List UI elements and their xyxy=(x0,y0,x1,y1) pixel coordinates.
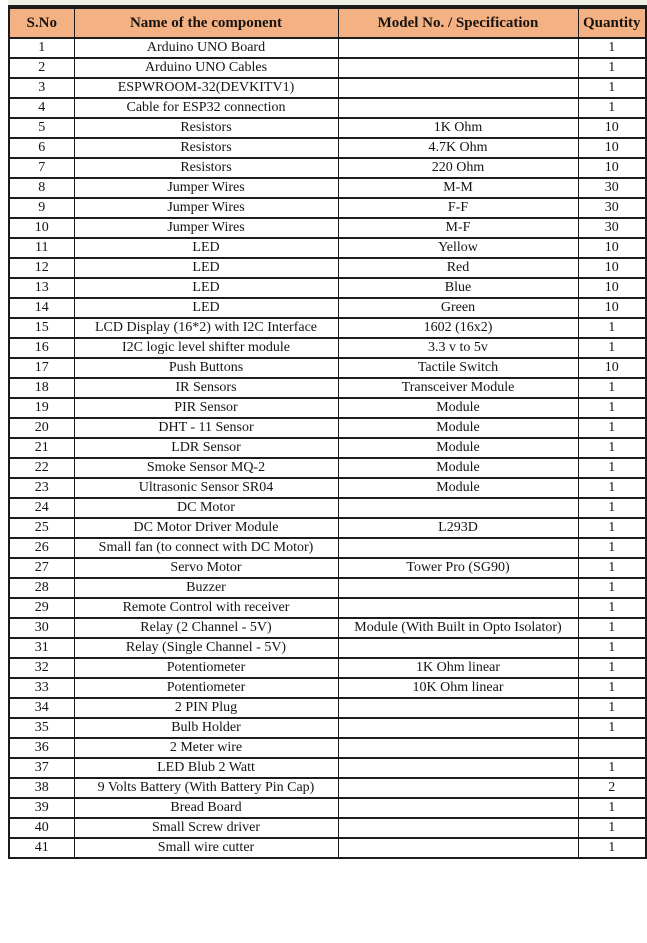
header-row xyxy=(9,8,646,38)
cell-sno: 10 xyxy=(9,218,74,238)
cell-qty: 1 xyxy=(578,758,646,778)
cell-name: Jumper Wires xyxy=(74,218,338,238)
cell-name: Arduino UNO Board xyxy=(74,38,338,58)
cell-spec: Transceiver Module xyxy=(338,378,578,398)
cell-sno: 39 xyxy=(9,798,74,818)
cell-spec xyxy=(338,738,578,758)
cell-sno: 12 xyxy=(9,258,74,278)
cell-qty: 1 xyxy=(578,398,646,418)
table-row xyxy=(9,618,646,638)
cell-name: Buzzer xyxy=(74,578,338,598)
cell-qty: 10 xyxy=(578,298,646,318)
cell-name: Small Screw driver xyxy=(74,818,338,838)
top-strip xyxy=(8,0,647,7)
cell-sno: 32 xyxy=(9,658,74,678)
cell-name: PIR Sensor xyxy=(74,398,338,418)
cell-qty xyxy=(578,738,646,758)
cell-sno: 5 xyxy=(9,118,74,138)
cell-spec: 10K Ohm linear xyxy=(338,678,578,698)
table-row xyxy=(9,178,646,198)
table-row xyxy=(9,598,646,618)
table-row xyxy=(9,78,646,98)
cell-name: Jumper Wires xyxy=(74,178,338,198)
cell-spec xyxy=(338,598,578,618)
cell-spec xyxy=(338,578,578,598)
cell-qty: 10 xyxy=(578,278,646,298)
cell-name: Relay (2 Channel - 5V) xyxy=(74,618,338,638)
cell-spec xyxy=(338,98,578,118)
table-row xyxy=(9,518,646,538)
cell-spec: Module xyxy=(338,438,578,458)
cell-qty: 1 xyxy=(578,798,646,818)
cell-spec: Yellow xyxy=(338,238,578,258)
cell-spec xyxy=(338,838,578,858)
cell-spec xyxy=(338,638,578,658)
cell-sno: 28 xyxy=(9,578,74,598)
cell-sno: 2 xyxy=(9,58,74,78)
cell-spec: L293D xyxy=(338,518,578,538)
header-spec: Model No. / Specification xyxy=(338,8,578,38)
table-row xyxy=(9,298,646,318)
table-row xyxy=(9,438,646,458)
table-row xyxy=(9,778,646,798)
header-qty: Quantity xyxy=(578,8,646,38)
cell-sno: 37 xyxy=(9,758,74,778)
cell-spec xyxy=(338,58,578,78)
cell-qty: 2 xyxy=(578,778,646,798)
cell-qty: 1 xyxy=(578,438,646,458)
cell-spec: Tactile Switch xyxy=(338,358,578,378)
cell-spec: 1602 (16x2) xyxy=(338,318,578,338)
cell-qty: 30 xyxy=(578,218,646,238)
table-row xyxy=(9,758,646,778)
table-row xyxy=(9,458,646,478)
cell-sno: 14 xyxy=(9,298,74,318)
table-row xyxy=(9,358,646,378)
cell-qty: 1 xyxy=(578,598,646,618)
cell-sno: 21 xyxy=(9,438,74,458)
cell-qty: 1 xyxy=(578,578,646,598)
cell-sno: 25 xyxy=(9,518,74,538)
cell-name: Smoke Sensor MQ-2 xyxy=(74,458,338,478)
cell-spec xyxy=(338,78,578,98)
cell-name: Remote Control with receiver xyxy=(74,598,338,618)
cell-sno: 29 xyxy=(9,598,74,618)
cell-qty: 1 xyxy=(578,838,646,858)
cell-sno: 3 xyxy=(9,78,74,98)
cell-sno: 41 xyxy=(9,838,74,858)
cell-sno: 17 xyxy=(9,358,74,378)
cell-name: Small fan (to connect with DC Motor) xyxy=(74,538,338,558)
cell-spec xyxy=(338,718,578,738)
cell-name: Ultrasonic Sensor SR04 xyxy=(74,478,338,498)
cell-qty: 10 xyxy=(578,238,646,258)
cell-qty: 1 xyxy=(578,558,646,578)
cell-qty: 30 xyxy=(578,178,646,198)
cell-spec: 1K Ohm linear xyxy=(338,658,578,678)
header-sno: S.No xyxy=(9,8,74,38)
cell-name: 2 PIN Plug xyxy=(74,698,338,718)
cell-sno: 22 xyxy=(9,458,74,478)
cell-spec xyxy=(338,538,578,558)
table-row xyxy=(9,318,646,338)
cell-name: Resistors xyxy=(74,118,338,138)
cell-name: DHT - 11 Sensor xyxy=(74,418,338,438)
cell-spec: Module xyxy=(338,478,578,498)
table-row xyxy=(9,398,646,418)
cell-qty: 1 xyxy=(578,658,646,678)
cell-name: LDR Sensor xyxy=(74,438,338,458)
cell-qty: 1 xyxy=(578,538,646,558)
cell-spec xyxy=(338,818,578,838)
cell-spec: Red xyxy=(338,258,578,278)
cell-spec xyxy=(338,38,578,58)
cell-name: Relay (Single Channel - 5V) xyxy=(74,638,338,658)
cell-spec xyxy=(338,798,578,818)
cell-qty: 1 xyxy=(578,818,646,838)
cell-name: Push Buttons xyxy=(74,358,338,378)
cell-name: 2 Meter wire xyxy=(74,738,338,758)
cell-sno: 35 xyxy=(9,718,74,738)
cell-spec: Tower Pro (SG90) xyxy=(338,558,578,578)
cell-sno: 4 xyxy=(9,98,74,118)
table-row xyxy=(9,718,646,738)
cell-name: Bread Board xyxy=(74,798,338,818)
cell-qty: 1 xyxy=(578,458,646,478)
cell-spec xyxy=(338,698,578,718)
cell-sno: 7 xyxy=(9,158,74,178)
cell-spec: M-M xyxy=(338,178,578,198)
cell-qty: 1 xyxy=(578,378,646,398)
cell-sno: 19 xyxy=(9,398,74,418)
cell-sno: 20 xyxy=(9,418,74,438)
cell-name: LED xyxy=(74,278,338,298)
table-row xyxy=(9,118,646,138)
cell-sno: 30 xyxy=(9,618,74,638)
table-header xyxy=(9,8,646,38)
cell-name: LED xyxy=(74,258,338,278)
cell-qty: 1 xyxy=(578,38,646,58)
cell-qty: 30 xyxy=(578,198,646,218)
cell-name: Resistors xyxy=(74,138,338,158)
cell-spec xyxy=(338,498,578,518)
cell-qty: 10 xyxy=(578,138,646,158)
cell-name: Potentiometer xyxy=(74,678,338,698)
cell-sno: 11 xyxy=(9,238,74,258)
cell-qty: 1 xyxy=(578,618,646,638)
cell-name: LED xyxy=(74,298,338,318)
cell-qty: 1 xyxy=(578,58,646,78)
table-row xyxy=(9,798,646,818)
table-row xyxy=(9,238,646,258)
cell-qty: 1 xyxy=(578,518,646,538)
cell-name: Jumper Wires xyxy=(74,198,338,218)
table-row xyxy=(9,198,646,218)
cell-name: Servo Motor xyxy=(74,558,338,578)
cell-qty: 1 xyxy=(578,718,646,738)
cell-sno: 8 xyxy=(9,178,74,198)
cell-spec: Module xyxy=(338,418,578,438)
cell-spec xyxy=(338,778,578,798)
cell-qty: 1 xyxy=(578,338,646,358)
table-row xyxy=(9,98,646,118)
cell-name: DC Motor xyxy=(74,498,338,518)
table-row xyxy=(9,278,646,298)
table-row xyxy=(9,498,646,518)
cell-spec xyxy=(338,758,578,778)
table-row xyxy=(9,138,646,158)
table-row xyxy=(9,58,646,78)
cell-name: Resistors xyxy=(74,158,338,178)
table-row xyxy=(9,638,646,658)
cell-sno: 26 xyxy=(9,538,74,558)
table-row xyxy=(9,838,646,858)
table-row xyxy=(9,158,646,178)
table-row xyxy=(9,818,646,838)
cell-spec: 220 Ohm xyxy=(338,158,578,178)
table-row xyxy=(9,338,646,358)
table-body xyxy=(9,38,646,858)
table-row xyxy=(9,678,646,698)
table-row xyxy=(9,578,646,598)
cell-spec: 1K Ohm xyxy=(338,118,578,138)
cell-qty: 1 xyxy=(578,498,646,518)
cell-qty: 1 xyxy=(578,318,646,338)
cell-spec: 4.7K Ohm xyxy=(338,138,578,158)
cell-spec: Blue xyxy=(338,278,578,298)
cell-name: Cable for ESP32 connection xyxy=(74,98,338,118)
cell-spec: Green xyxy=(338,298,578,318)
cell-spec: Module (With Built in Opto Isolator) xyxy=(338,618,578,638)
cell-name: Arduino UNO Cables xyxy=(74,58,338,78)
cell-qty: 1 xyxy=(578,78,646,98)
cell-name: ESPWROOM-32(DEVKITV1) xyxy=(74,78,338,98)
cell-name: DC Motor Driver Module xyxy=(74,518,338,538)
table-row xyxy=(9,738,646,758)
cell-qty: 1 xyxy=(578,418,646,438)
cell-name: LCD Display (16*2) with I2C Interface xyxy=(74,318,338,338)
cell-name: LED xyxy=(74,238,338,258)
cell-name: I2C logic level shifter module xyxy=(74,338,338,358)
cell-spec: Module xyxy=(338,458,578,478)
cell-sno: 16 xyxy=(9,338,74,358)
cell-sno: 18 xyxy=(9,378,74,398)
cell-name: Potentiometer xyxy=(74,658,338,678)
cell-sno: 33 xyxy=(9,678,74,698)
cell-sno: 38 xyxy=(9,778,74,798)
cell-sno: 6 xyxy=(9,138,74,158)
table-row xyxy=(9,418,646,438)
table-row xyxy=(9,38,646,58)
cell-spec: F-F xyxy=(338,198,578,218)
table-row xyxy=(9,558,646,578)
cell-name: Bulb Holder xyxy=(74,718,338,738)
cell-qty: 10 xyxy=(578,358,646,378)
table-row xyxy=(9,698,646,718)
cell-name: LED Blub 2 Watt xyxy=(74,758,338,778)
table-row xyxy=(9,478,646,498)
cell-spec: M-F xyxy=(338,218,578,238)
cell-sno: 13 xyxy=(9,278,74,298)
table-row xyxy=(9,218,646,238)
cell-sno: 9 xyxy=(9,198,74,218)
table-row xyxy=(9,258,646,278)
cell-qty: 10 xyxy=(578,258,646,278)
table-row xyxy=(9,378,646,398)
cell-sno: 36 xyxy=(9,738,74,758)
header-name: Name of the component xyxy=(74,8,338,38)
table-row xyxy=(9,658,646,678)
cell-qty: 1 xyxy=(578,678,646,698)
components-table xyxy=(8,7,647,859)
cell-sno: 23 xyxy=(9,478,74,498)
cell-sno: 40 xyxy=(9,818,74,838)
cell-qty: 1 xyxy=(578,98,646,118)
cell-spec: Module xyxy=(338,398,578,418)
cell-name: 9 Volts Battery (With Battery Pin Cap) xyxy=(74,778,338,798)
cell-sno: 1 xyxy=(9,38,74,58)
cell-sno: 15 xyxy=(9,318,74,338)
cell-sno: 31 xyxy=(9,638,74,658)
cell-qty: 1 xyxy=(578,698,646,718)
cell-qty: 10 xyxy=(578,118,646,138)
cell-name: IR Sensors xyxy=(74,378,338,398)
cell-name: Small wire cutter xyxy=(74,838,338,858)
cell-qty: 1 xyxy=(578,638,646,658)
cell-qty: 10 xyxy=(578,158,646,178)
table-row xyxy=(9,538,646,558)
cell-sno: 24 xyxy=(9,498,74,518)
cell-sno: 34 xyxy=(9,698,74,718)
cell-qty: 1 xyxy=(578,478,646,498)
cell-spec: 3.3 v to 5v xyxy=(338,338,578,358)
cell-sno: 27 xyxy=(9,558,74,578)
